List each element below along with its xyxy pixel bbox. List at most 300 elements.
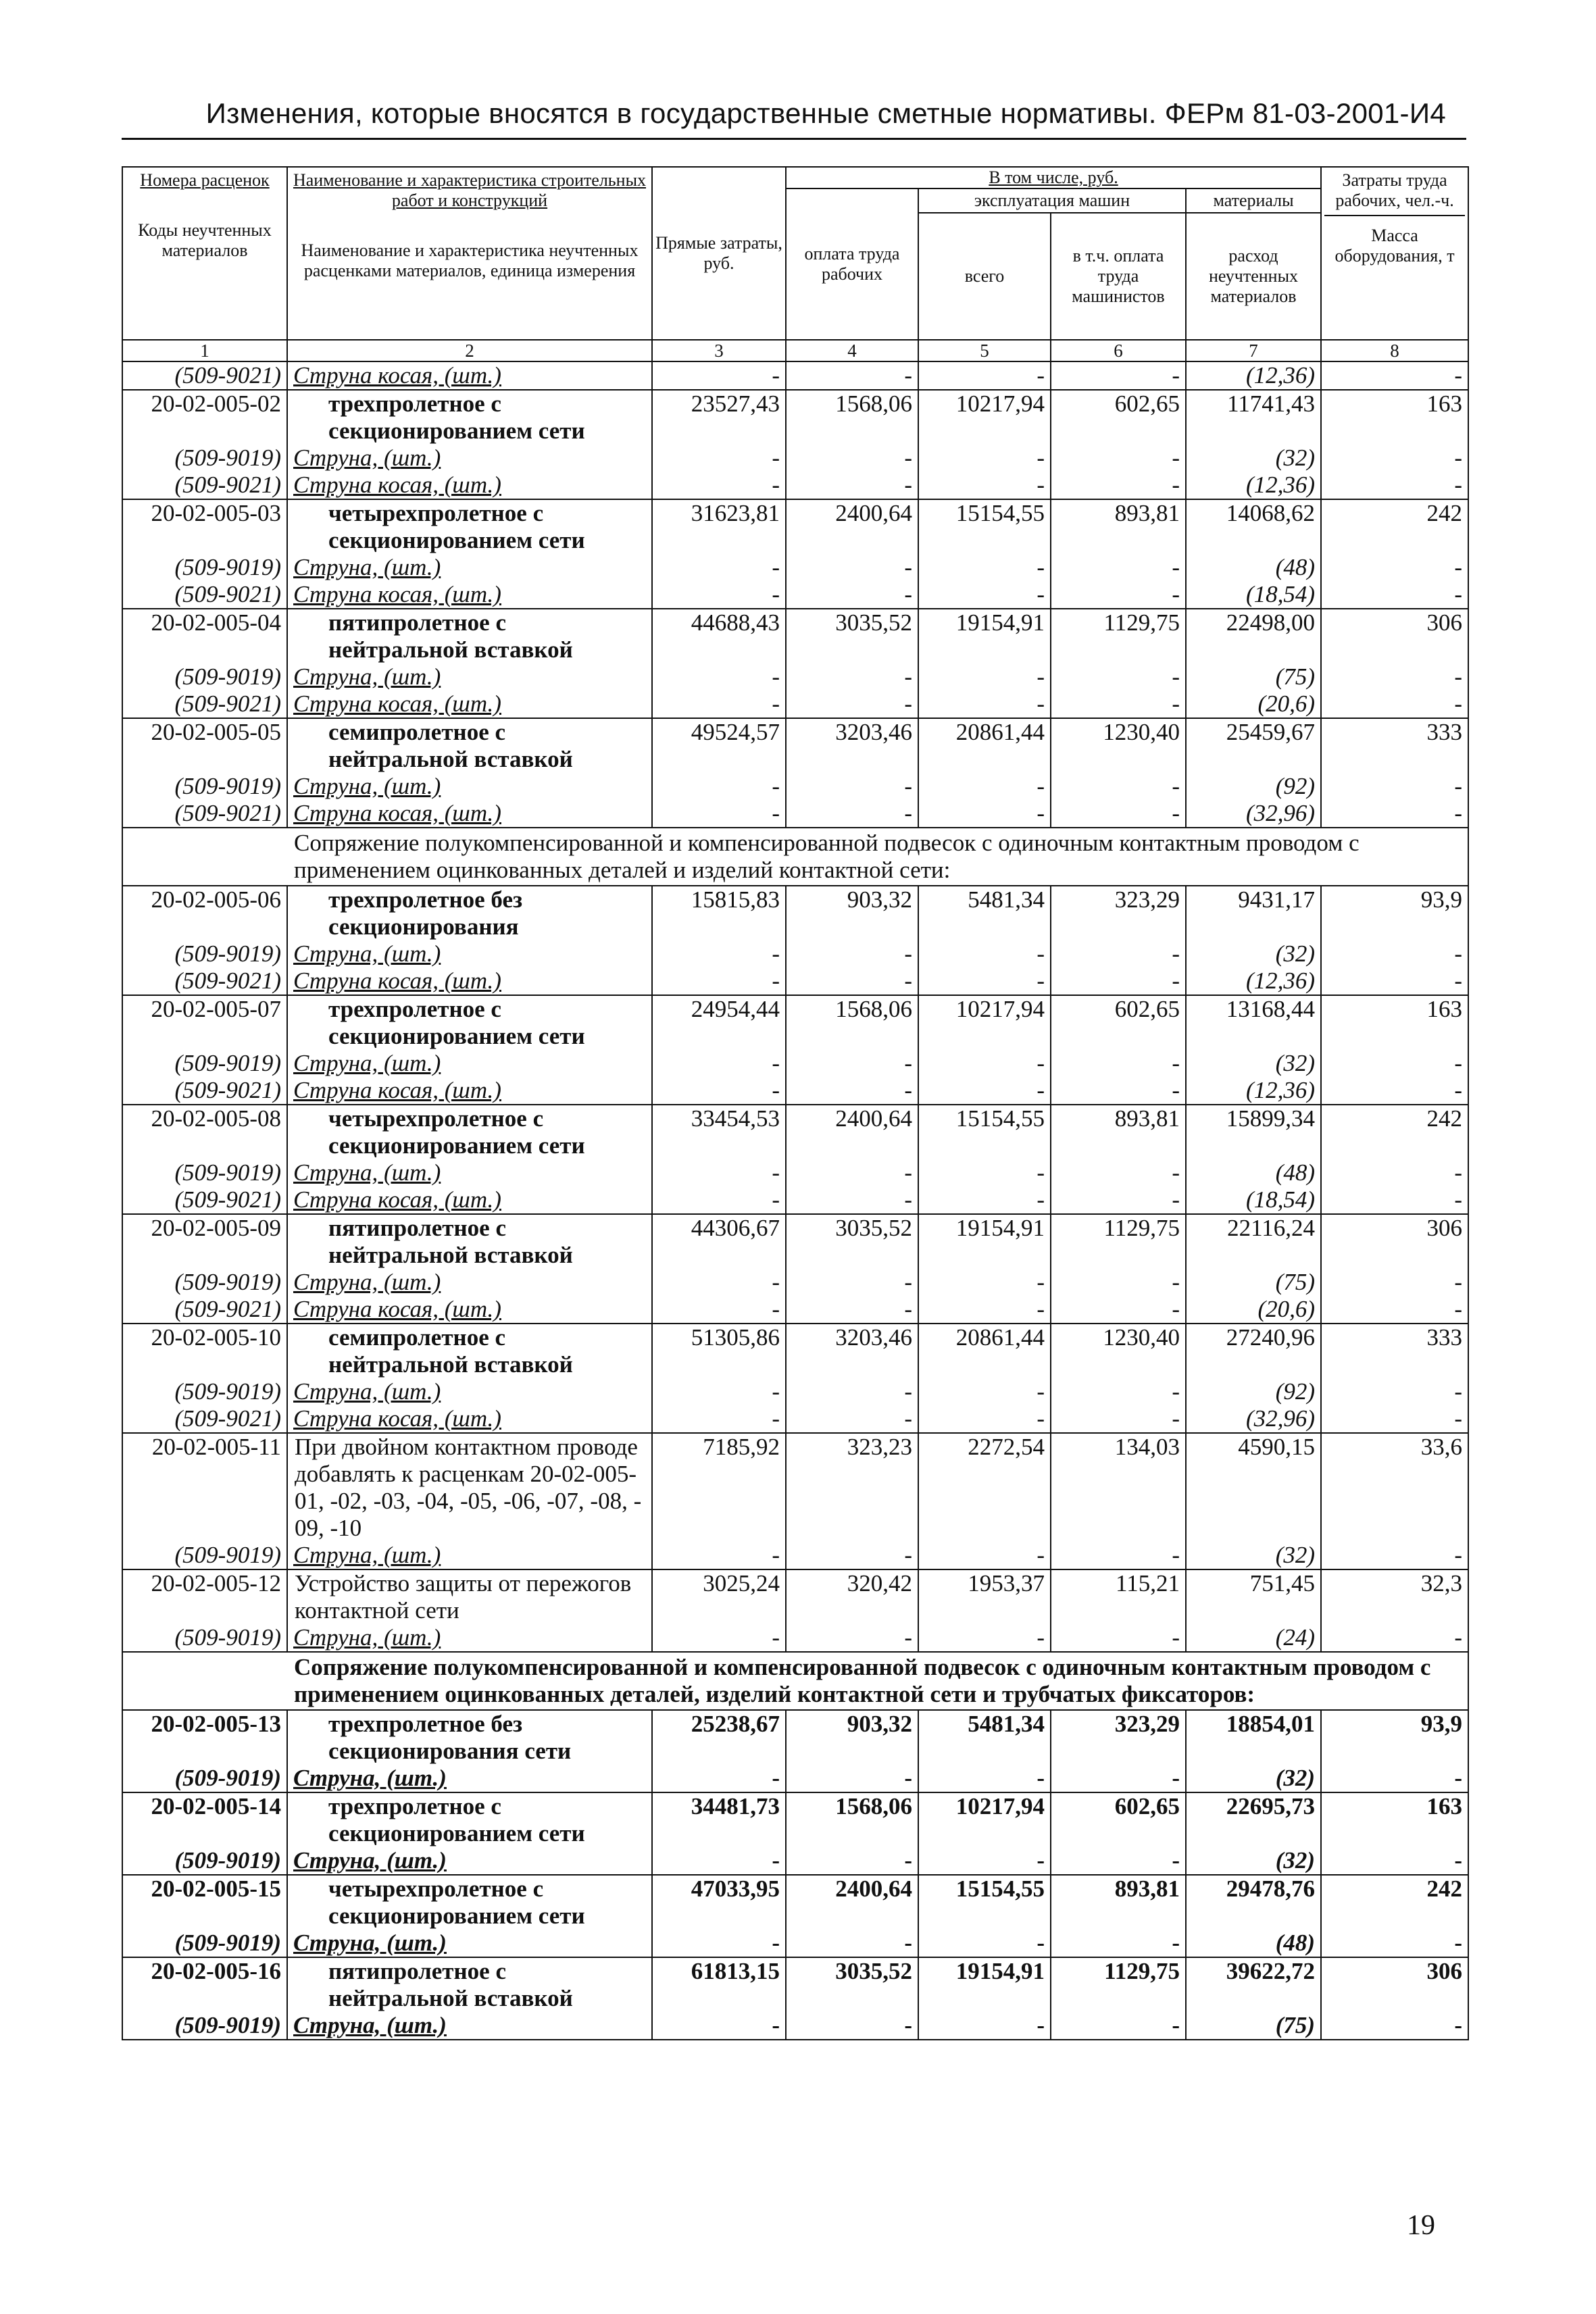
value-c7: 15899,34 — [1186, 1105, 1321, 1132]
value-c7 — [1186, 1738, 1321, 1765]
value-c7 — [1186, 527, 1321, 554]
rate-row — [122, 1792, 1468, 1820]
value-c5: 1953,37 — [918, 1569, 1051, 1597]
value-c6: - — [1051, 940, 1186, 967]
value-c4: - — [786, 554, 918, 581]
value-c7 — [1186, 1351, 1321, 1378]
value-c4 — [786, 1903, 918, 1930]
value-c4 — [786, 913, 918, 940]
value-c8 — [1321, 1023, 1468, 1050]
value-c3: - — [652, 1405, 786, 1433]
material-code: (509-9019) — [122, 1847, 287, 1875]
value-c3 — [652, 1903, 786, 1930]
page-header — [122, 93, 1466, 140]
col6-header: в т.ч. оплата труда машинистов — [1051, 213, 1186, 340]
value-c4: - — [786, 2012, 918, 2040]
value-c3 — [652, 1351, 786, 1378]
rate-code — [122, 527, 287, 554]
value-c6 — [1051, 1461, 1186, 1488]
value-c3: 33454,53 — [652, 1105, 786, 1132]
value-c5: - — [918, 1765, 1051, 1792]
material-name: Струна косая, (шт.) — [287, 581, 652, 609]
material-code: (509-9019) — [122, 1050, 287, 1077]
value-c8 — [1321, 1903, 1468, 1930]
value-c5 — [918, 1242, 1051, 1269]
value-c3: 49524,57 — [652, 718, 786, 746]
value-c7: 22695,73 — [1186, 1792, 1321, 1820]
continuation-row — [122, 527, 1468, 554]
section-heading: Сопряжение полукомпенсированной и компенсированной подвесок с одиночным контактным проводом с применением оцинкованных деталей и изделий контактной сети: — [287, 828, 1468, 886]
work-name: нейтральной вставкой — [287, 1242, 652, 1269]
value-c8: - — [1321, 800, 1468, 828]
value-c8 — [1321, 1515, 1468, 1542]
column-number: 8 — [1321, 340, 1468, 361]
value-c5 — [918, 1738, 1051, 1765]
work-name: нейтральной вставкой — [287, 1985, 652, 2012]
continuation-row — [122, 1461, 1468, 1488]
value-c5: - — [918, 1847, 1051, 1875]
value-c3: 23527,43 — [652, 390, 786, 418]
value-c8 — [1321, 527, 1468, 554]
value-c5: - — [918, 690, 1051, 718]
material-row — [122, 1077, 1468, 1105]
value-c4: 323,23 — [786, 1433, 918, 1461]
value-c8: - — [1321, 1159, 1468, 1186]
value-c8: - — [1321, 1050, 1468, 1077]
column-numbers-row — [122, 340, 1468, 361]
value-c6: 893,81 — [1051, 1875, 1186, 1903]
value-c6: - — [1051, 1405, 1186, 1433]
material-code: (509-9019) — [122, 940, 287, 967]
value-c5: - — [918, 2012, 1051, 2040]
value-c6: - — [1051, 800, 1186, 828]
column-number: 2 — [287, 340, 652, 361]
section-heading-row — [122, 1652, 1468, 1710]
value-c5: - — [918, 663, 1051, 690]
value-c7: 29478,76 — [1186, 1875, 1321, 1903]
value-c5 — [918, 1461, 1051, 1488]
continuation-row — [122, 1738, 1468, 1765]
work-name: пятипролетное с — [287, 1214, 652, 1242]
material-code: (509-9021) — [122, 1405, 287, 1433]
value-c8 — [1321, 1597, 1468, 1624]
value-c6: - — [1051, 581, 1186, 609]
value-c5 — [918, 1132, 1051, 1159]
rate-code: 20-02-005-15 — [122, 1875, 287, 1903]
value-c3 — [652, 1132, 786, 1159]
value-c3: - — [652, 1159, 786, 1186]
value-c4: 2400,64 — [786, 1875, 918, 1903]
value-c7: 39622,72 — [1186, 1957, 1321, 1985]
page-number: 19 — [1407, 2210, 1435, 2241]
material-code: (509-9019) — [122, 2012, 287, 2040]
value-c7: (32) — [1186, 1542, 1321, 1569]
material-name: Струна косая, (шт.) — [287, 967, 652, 995]
value-c4: - — [786, 472, 918, 499]
value-c4: 903,32 — [786, 886, 918, 913]
material-name: Струна косая, (шт.) — [287, 472, 652, 499]
value-c8 — [1321, 1351, 1468, 1378]
material-name: Струна косая, (шт.) — [287, 690, 652, 718]
value-c5: - — [918, 800, 1051, 828]
value-c6 — [1051, 1820, 1186, 1847]
col2-header-bottom: Наименование и характеристика неучтенных расценками материалов, единица измерения — [301, 241, 639, 280]
value-c7: (32) — [1186, 1765, 1321, 1792]
value-c5: 10217,94 — [918, 1792, 1051, 1820]
continuation-row — [122, 636, 1468, 663]
continuation-row — [122, 1597, 1468, 1624]
value-c7: (12,36) — [1186, 472, 1321, 499]
value-c3: - — [652, 690, 786, 718]
work-name: трехпролетное с — [287, 1792, 652, 1820]
material-code: (509-9021) — [122, 1186, 287, 1214]
col5-header: всего — [918, 213, 1051, 340]
rate-code — [122, 1820, 287, 1847]
value-c8: - — [1321, 1378, 1468, 1405]
value-c6: - — [1051, 472, 1186, 499]
value-c4 — [786, 1351, 918, 1378]
value-c3 — [652, 1515, 786, 1542]
col2-header — [287, 167, 652, 340]
value-c7: 27240,96 — [1186, 1324, 1321, 1351]
work-name: секционирования — [287, 913, 652, 940]
col1-header — [122, 167, 287, 340]
value-c4 — [786, 1488, 918, 1515]
work-name: секционированием сети — [287, 418, 652, 445]
value-c8: 306 — [1321, 609, 1468, 636]
material-name: Струна, (шт.) — [287, 773, 652, 800]
material-name: Струна, (шт.) — [287, 1159, 652, 1186]
material-code: (509-9021) — [122, 1296, 287, 1324]
value-c4 — [786, 1023, 918, 1050]
value-c3: - — [652, 1077, 786, 1105]
rate-code: 20-02-005-02 — [122, 390, 287, 418]
value-c5: 19154,91 — [918, 609, 1051, 636]
material-code: (509-9021) — [122, 1077, 287, 1105]
rate-code — [122, 913, 287, 940]
material-row — [122, 1159, 1468, 1186]
material-row — [122, 800, 1468, 828]
value-c6: 893,81 — [1051, 499, 1186, 527]
value-c4 — [786, 1820, 918, 1847]
value-c3: - — [652, 663, 786, 690]
rate-row — [122, 499, 1468, 527]
value-c6: 893,81 — [1051, 1105, 1186, 1132]
value-c6: - — [1051, 361, 1186, 390]
value-c8: - — [1321, 1542, 1468, 1569]
value-c7: 25459,67 — [1186, 718, 1321, 746]
rate-code — [122, 1903, 287, 1930]
value-c4: - — [786, 940, 918, 967]
value-c3: - — [652, 1624, 786, 1652]
value-c4: - — [786, 800, 918, 828]
rate-row — [122, 1957, 1468, 1985]
material-row — [122, 773, 1468, 800]
value-c6 — [1051, 1242, 1186, 1269]
value-c8: 333 — [1321, 718, 1468, 746]
value-c4: - — [786, 1378, 918, 1405]
value-c7 — [1186, 636, 1321, 663]
rate-row — [122, 390, 1468, 418]
value-c5: - — [918, 1077, 1051, 1105]
value-c4: 1568,06 — [786, 390, 918, 418]
value-c5: - — [918, 1186, 1051, 1214]
col8-header-bottom: Масса оборудования, т — [1335, 226, 1455, 266]
value-c8: 32,3 — [1321, 1569, 1468, 1597]
material-name: Струна косая, (шт.) — [287, 1405, 652, 1433]
work-name: нейтральной вставкой — [287, 636, 652, 663]
value-c3: - — [652, 554, 786, 581]
value-c6 — [1051, 418, 1186, 445]
value-c8 — [1321, 418, 1468, 445]
value-c8: - — [1321, 445, 1468, 472]
value-c4 — [786, 636, 918, 663]
value-c7: 751,45 — [1186, 1569, 1321, 1597]
column-number: 1 — [122, 340, 287, 361]
value-c7: (75) — [1186, 2012, 1321, 2040]
work-name: секционированием сети — [287, 1023, 652, 1050]
work-name: четырехпролетное с — [287, 499, 652, 527]
value-c3: - — [652, 940, 786, 967]
value-c6: - — [1051, 1378, 1186, 1405]
value-c8: 163 — [1321, 390, 1468, 418]
section-spacer — [122, 1652, 287, 1710]
value-c3 — [652, 1985, 786, 2012]
value-c8 — [1321, 1461, 1468, 1488]
value-c5 — [918, 1985, 1051, 2012]
material-row — [122, 2012, 1468, 2040]
value-c4: 320,42 — [786, 1569, 918, 1597]
rate-row — [122, 1105, 1468, 1132]
value-c7 — [1186, 746, 1321, 773]
value-c6: - — [1051, 967, 1186, 995]
value-c5: 15154,55 — [918, 1105, 1051, 1132]
value-c8: - — [1321, 1847, 1468, 1875]
value-c6 — [1051, 1903, 1186, 1930]
value-c6: 134,03 — [1051, 1433, 1186, 1461]
work-name: секционированием сети — [287, 1903, 652, 1930]
material-row — [122, 1269, 1468, 1296]
value-c8: - — [1321, 1186, 1468, 1214]
value-c3: - — [652, 773, 786, 800]
value-c3 — [652, 1242, 786, 1269]
group-header-label: В том числе, руб. — [989, 168, 1118, 187]
value-c8: 163 — [1321, 995, 1468, 1023]
value-c6: - — [1051, 1077, 1186, 1105]
value-c3 — [652, 1738, 786, 1765]
value-c5: - — [918, 554, 1051, 581]
work-name: При двойном контактном проводе — [287, 1433, 652, 1461]
rate-code: 20-02-005-16 — [122, 1957, 287, 1985]
value-c4: - — [786, 1847, 918, 1875]
continuation-row — [122, 913, 1468, 940]
value-c3: - — [652, 967, 786, 995]
material-code: (509-9021) — [122, 361, 287, 390]
value-c4 — [786, 746, 918, 773]
value-c6: 1129,75 — [1051, 1214, 1186, 1242]
value-c3: - — [652, 445, 786, 472]
value-c3: 25238,67 — [652, 1710, 786, 1738]
value-c7 — [1186, 1242, 1321, 1269]
material-row — [122, 1405, 1468, 1433]
value-c7: 22116,24 — [1186, 1214, 1321, 1242]
value-c6: - — [1051, 1269, 1186, 1296]
continuation-row — [122, 1242, 1468, 1269]
value-c8: - — [1321, 1296, 1468, 1324]
value-c7: 22498,00 — [1186, 609, 1321, 636]
rate-row — [122, 1433, 1468, 1461]
value-c6 — [1051, 1023, 1186, 1050]
value-c6: 115,21 — [1051, 1569, 1186, 1597]
value-c8 — [1321, 746, 1468, 773]
value-c5 — [918, 1488, 1051, 1515]
machines-header: эксплуатация машин — [918, 188, 1186, 213]
material-name: Струна косая, (шт.) — [287, 800, 652, 828]
rate-code — [122, 746, 287, 773]
value-c8 — [1321, 1985, 1468, 2012]
value-c6 — [1051, 1132, 1186, 1159]
col8-header — [1321, 167, 1468, 340]
value-c8: 93,9 — [1321, 1710, 1468, 1738]
value-c3: - — [652, 1296, 786, 1324]
material-name: Струна, (шт.) — [287, 1930, 652, 1957]
value-c4: - — [786, 1542, 918, 1569]
value-c6: - — [1051, 690, 1186, 718]
rate-row — [122, 1569, 1468, 1597]
rate-code: 20-02-005-08 — [122, 1105, 287, 1132]
value-c7 — [1186, 1820, 1321, 1847]
material-name: Струна, (шт.) — [287, 554, 652, 581]
value-c6: - — [1051, 663, 1186, 690]
value-c7 — [1186, 1132, 1321, 1159]
work-name: 09, -10 — [287, 1515, 652, 1542]
value-c6: - — [1051, 1159, 1186, 1186]
value-c3: 44306,67 — [652, 1214, 786, 1242]
value-c5 — [918, 418, 1051, 445]
material-row — [122, 1186, 1468, 1214]
material-row — [122, 472, 1468, 499]
value-c5: - — [918, 361, 1051, 390]
value-c4: 1568,06 — [786, 1792, 918, 1820]
rate-row — [122, 1324, 1468, 1351]
value-c7: (18,54) — [1186, 1186, 1321, 1214]
rate-code — [122, 1985, 287, 2012]
value-c8 — [1321, 1488, 1468, 1515]
value-c8: - — [1321, 1077, 1468, 1105]
material-row — [122, 1542, 1468, 1569]
value-c6 — [1051, 527, 1186, 554]
value-c7: (32) — [1186, 1847, 1321, 1875]
value-c4: 3203,46 — [786, 718, 918, 746]
rate-row — [122, 718, 1468, 746]
value-c3: 51305,86 — [652, 1324, 786, 1351]
value-c8: 306 — [1321, 1957, 1468, 1985]
value-c3 — [652, 1023, 786, 1050]
material-name: Струна косая, (шт.) — [287, 1296, 652, 1324]
value-c7: (32) — [1186, 445, 1321, 472]
continuation-row — [122, 1488, 1468, 1515]
value-c8: - — [1321, 690, 1468, 718]
rate-code: 20-02-005-12 — [122, 1569, 287, 1597]
value-c5: - — [918, 1159, 1051, 1186]
material-code: (509-9019) — [122, 554, 287, 581]
value-c8: 333 — [1321, 1324, 1468, 1351]
value-c3 — [652, 636, 786, 663]
value-c7: 14068,62 — [1186, 499, 1321, 527]
page-header-title: Изменения, которые вносятся в государственные сметные нормативы. ФЕРм 81-03-2001-И4 — [205, 97, 1446, 129]
value-c8: 242 — [1321, 1875, 1468, 1903]
col4-header: оплата труда рабочих — [786, 188, 918, 340]
value-c4: - — [786, 773, 918, 800]
work-name: нейтральной вставкой — [287, 1351, 652, 1378]
continuation-row — [122, 1515, 1468, 1542]
column-number: 7 — [1186, 340, 1321, 361]
value-c5 — [918, 1515, 1051, 1542]
value-c8: 242 — [1321, 499, 1468, 527]
value-c4: - — [786, 967, 918, 995]
value-c7: 13168,44 — [1186, 995, 1321, 1023]
value-c3: 31623,81 — [652, 499, 786, 527]
work-name: трехпролетное с — [287, 390, 652, 418]
work-name: секционированием сети — [287, 527, 652, 554]
continuation-row — [122, 1351, 1468, 1378]
value-c5: - — [918, 472, 1051, 499]
rate-code — [122, 1242, 287, 1269]
continuation-row — [122, 1903, 1468, 1930]
material-code: (509-9019) — [122, 1930, 287, 1957]
value-c8: - — [1321, 663, 1468, 690]
material-name: Струна, (шт.) — [287, 1378, 652, 1405]
material-code: (509-9021) — [122, 472, 287, 499]
section-spacer — [122, 828, 287, 886]
value-c7: (92) — [1186, 1378, 1321, 1405]
value-c7: (12,36) — [1186, 1077, 1321, 1105]
work-name: секционирования сети — [287, 1738, 652, 1765]
work-name: секционированием сети — [287, 1132, 652, 1159]
value-c5: 20861,44 — [918, 1324, 1051, 1351]
value-c3: 24954,44 — [652, 995, 786, 1023]
value-c8 — [1321, 1738, 1468, 1765]
material-name: Струна косая, (шт.) — [287, 1077, 652, 1105]
rates-table — [122, 166, 1469, 2040]
value-c6: - — [1051, 445, 1186, 472]
value-c8 — [1321, 913, 1468, 940]
value-c6: - — [1051, 1542, 1186, 1569]
value-c8: - — [1321, 472, 1468, 499]
value-c8: - — [1321, 554, 1468, 581]
col2-header-top: Наименование и характеристика строительных работ и конструкций — [293, 170, 647, 210]
value-c5 — [918, 1820, 1051, 1847]
continuation-row — [122, 746, 1468, 773]
value-c4: 3203,46 — [786, 1324, 918, 1351]
value-c3: - — [652, 800, 786, 828]
value-c6: - — [1051, 1930, 1186, 1957]
value-c3 — [652, 1461, 786, 1488]
value-c6 — [1051, 636, 1186, 663]
continuation-row — [122, 1820, 1468, 1847]
value-c6: 602,65 — [1051, 390, 1186, 418]
value-c3 — [652, 1488, 786, 1515]
col1-header-top: Номера расценок — [140, 170, 270, 190]
value-c5: - — [918, 967, 1051, 995]
value-c5 — [918, 1023, 1051, 1050]
value-c5: - — [918, 1542, 1051, 1569]
value-c7: 11741,43 — [1186, 390, 1321, 418]
value-c6 — [1051, 913, 1186, 940]
rate-code: 20-02-005-09 — [122, 1214, 287, 1242]
value-c6: 602,65 — [1051, 995, 1186, 1023]
value-c3 — [652, 418, 786, 445]
